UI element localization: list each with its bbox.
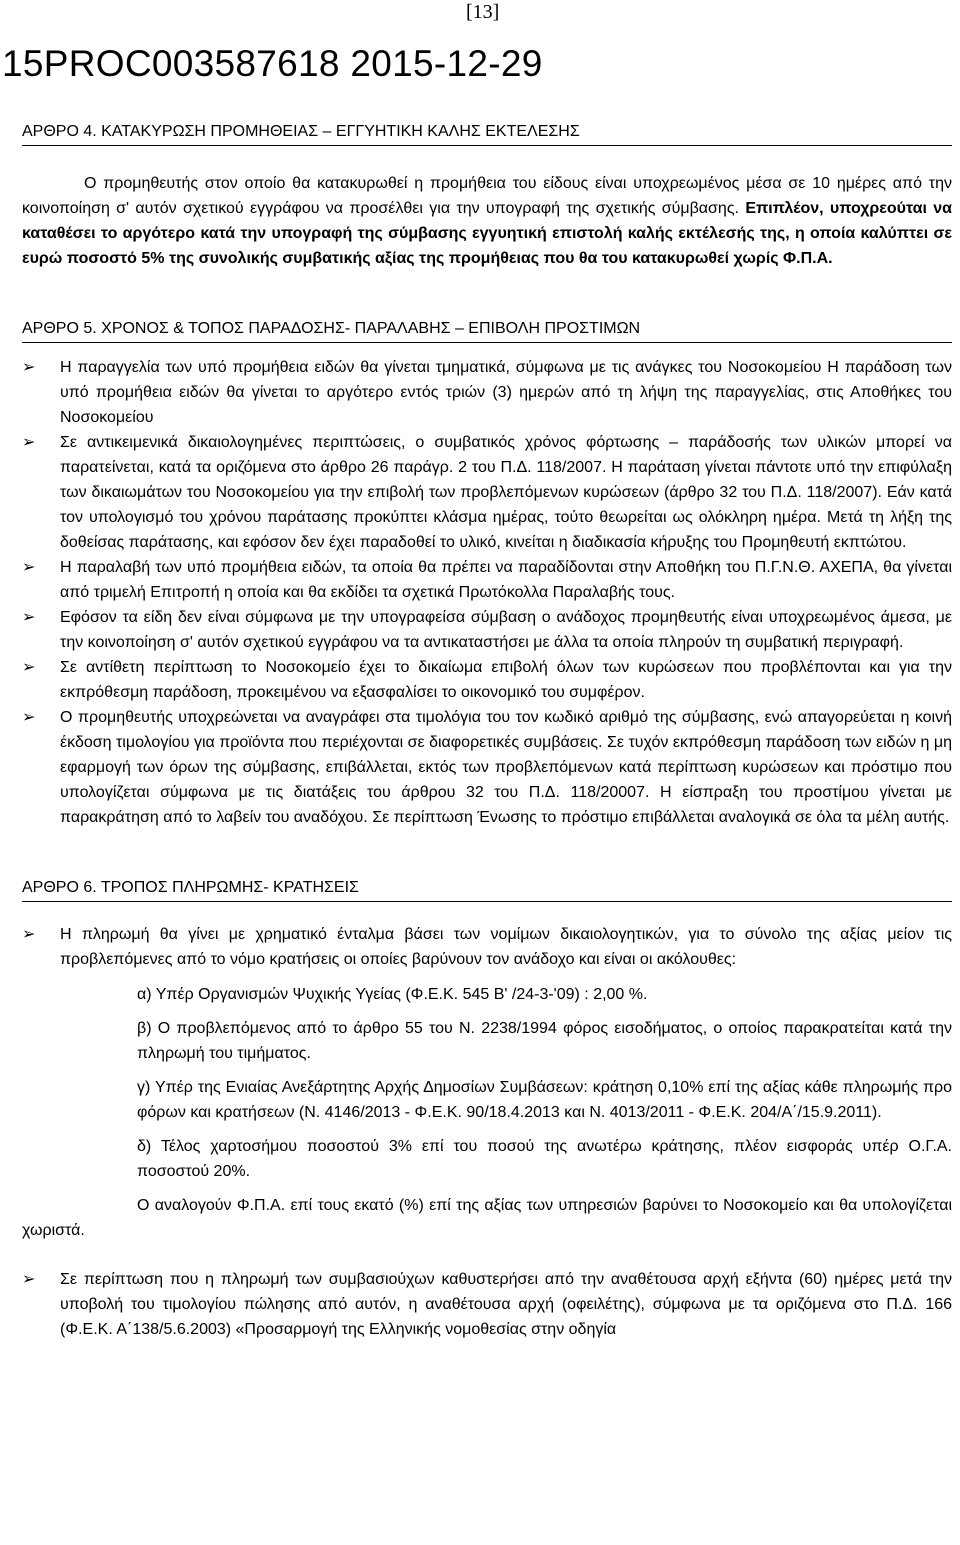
list-item [22, 705, 952, 830]
document-id-watermark: 15PROC003587618 2015-12-29 [2, 43, 543, 84]
list-item [22, 922, 952, 972]
arrow-bullet-icon: ➢ [22, 359, 36, 376]
vat-note [22, 1193, 952, 1243]
arrow-bullet-icon: ➢ [22, 434, 36, 451]
list-item [22, 1267, 952, 1342]
list-item [22, 605, 952, 655]
page-number: [13] [466, 1, 500, 23]
list-item-text: Εφόσον τα είδη δεν είναι σύμφωνα με την υπογραφείσα σύμβαση ο ανάδοχος προμηθευτής είναι υποχρεωμένος άμεσα, με την κοινοποίηση σ' αυτόν σχετικού εγγράφου να τα αντικαταστήσει με άλλα τα οποία πληρούν τη συμβατική περιγραφή. [60, 609, 952, 651]
list-item [22, 555, 952, 605]
article-4-title: ΑΡΘΡΟ 4. ΚΑΤΑΚΥΡΩΣΗ ΠΡΟΜΗΘΕΙΑΣ – ΕΓΓΥΗΤΙΚΗ ΚΑΛΗΣ ΕΚΤΕΛΕΣΗΣ [22, 120, 952, 146]
arrow-bullet-icon: ➢ [22, 659, 36, 676]
deduction-item-a: α) Υπέρ Οργανισμών Ψυχικής Υγείας (Φ.Ε.Κ. 545 Β' /24-3-'09) : 2,00 %. [137, 986, 648, 1003]
list-item [22, 655, 952, 705]
arrow-bullet-icon: ➢ [22, 1271, 36, 1288]
article-5-title: ΑΡΘΡΟ 5. ΧΡΟΝΟΣ & ΤΟΠΟΣ ΠΑΡΑΔΟΣΗΣ- ΠΑΡΑΛΑΒΗΣ – ΕΠΙΒΟΛΗ ΠΡΟΣΤΙΜΩΝ [22, 317, 952, 343]
list-item-text: Ο προμηθευτής υποχρεώνεται να αναγράφει στα τιμολόγια του τον κωδικό αριθμό της σύμβασης, ενώ απαγορεύεται η κοινή έκδοση τιμολογίου για προϊόντα που περιέχονται σε διαφορετικές συμβάσεις. Σε τυχόν εκπρόθεσμη παράδοση των ειδών η μη εφαρμογή των όρων της σύμβασης, επιβάλλεται, εκτός των προβλεπόμενων κατά περίπτωση κυρώσεων και πρόστιμο που υπολογίζεται σύμφωνα με τις διατάξεις του άρθρου 32 του Π.Δ. 118/20007. Η είσπραξη του προστίμου γίνεται με παρακράτηση από το λαβείν του αναδόχου. Σε περίπτωση Ένωσης το πρόστιμο επιβάλλεται αναλογικά σε όλα τα μέλη αυτής. [60, 709, 952, 826]
vat-note-text: Ο αναλογούν Φ.Π.Α. επί τους εκατό (%) επί της αξίας των υπηρεσιών βαρύνει το Νοσοκομείο και θα υπολογίζεται χωριστά. [22, 1197, 952, 1239]
list-item-text: Σε αντίθετη περίπτωση το Νοσοκομείο έχει το δικαίωμα επιβολή όλων των κυρώσεων που προβλέπονται και για την εκπρόθεσμη παράδοση, προκειμένου να εξασφαλίσει το οικονομικό του συμφέρον. [60, 659, 952, 701]
arrow-bullet-icon: ➢ [22, 609, 36, 626]
list-item-text: Σε αντικειμενικά δικαιολογημένες περιπτώσεις, ο συμβατικός χρόνος φόρτωσης – παράδοσής των υλικών μπορεί να παρατείνεται, κατά τα οριζόμενα στο άρθρο 26 παράγρ. 2 του Π.Δ. 118/2007. Η παράταση γίνεται πάντοτε υπό την επιφύλαξη των δικαιωμάτων του Νοσοκομείου για την επιβολή των προβλεπόμενων κυρώσεων (άρθρο 32 του Π.Δ. 118/2007). Εάν κατά τον υπολογισμό του χρόνου παράτασης προκύπτει κλάσμα ημέρας, τούτο θεωρείται ως ολόκληρη ημέρα. Μετά τη λήξη της δοθείσας παράτασης, και εφόσον δεν έχει παραδοθεί το υλικό, κινείται η διαδικασία κήρυξης του Προμηθευτή εκπτώτου. [60, 434, 952, 551]
deduction-item-d: δ) Τέλος χαρτοσήμου ποσοστού 3% επί του ποσού της ανωτέρω κράτησης, πλέον εισφοράς υπέρ Ο.Γ.Α. ποσοστού 20%. [137, 1138, 952, 1180]
article-4-text: Ο προμηθευτής στον οποίο θα κατακυρωθεί η προμήθεια του είδους είναι υποχρεωμένος μέσα σε 10 ημέρες από την κοινοποίηση σ' αυτόν σχετικού εγγράφου να προσέλθει για την υπογραφή της σχετικής σύμβασης. [22, 175, 952, 217]
article-6-title: ΑΡΘΡΟ 6. ΤΡΟΠΟΣ ΠΛΗΡΩΜΗΣ- ΚΡΑΤΗΣΕΙΣ [22, 876, 952, 902]
article-6-list [22, 922, 952, 972]
deduction-item-c: γ) Υπέρ της Ενιαίας Ανεξάρτητης Αρχής Δημοσίων Συμβάσεων: κράτηση 0,10% επί της αξίας κάθε πληρωμής προ φόρων και κρατήσεων (Ν. 4146/2013 - Φ.Ε.Κ. 90/18.4.2013 και Ν. 4013/2011 - Φ.Ε.Κ. 204/Α΄/15.9.2011). [137, 1079, 952, 1121]
list-item-text: Σε περίπτωση που η πληρωμή των συμβασιούχων καθυστερήσει από την αναθέτουσα αρχή εξήντα (60) ημέρες μετά την υποβολή του τιμολογίου πώλησης από αυτόν, η αναθέτουσα αρχή (οφειλέτης), σύμφωνα με τα οριζόμενα στο Π.Δ. 166 (Φ.Ε.Κ. Α΄138/5.6.2003) «Προσαρμογή της Ελληνικής νομοθεσίας στην οδηγία [60, 1271, 952, 1338]
article-4-paragraph [22, 171, 952, 271]
arrow-bullet-icon: ➢ [22, 559, 36, 576]
arrow-bullet-icon: ➢ [22, 709, 36, 726]
list-item [22, 355, 952, 430]
deduction-item-b: β) Ο προβλεπόμενος από το άρθρο 55 του Ν. 2238/1994 φόρος εισοδήματος, ο οποίος παρακρατείται κατά την πληρωμή του τιμήματος. [137, 1020, 952, 1062]
arrow-bullet-icon: ➢ [22, 926, 36, 943]
list-item-text: Η παραγγελία των υπό προμήθεια ειδών θα γίνεται τμηματικά, σύμφωνα με τις ανάγκες του Νοσοκομείου Η παράδοση των υπό προμήθεια ειδών θα γίνεται το αργότερο εντός τριών (3) ημερών από τη λήψη της παραγγελίας, στις Αποθήκες του Νοσοκομείου [60, 359, 952, 426]
list-item-text: Η παραλαβή των υπό προμήθεια ειδών, τα οποία θα πρέπει να παραδίδονται στην Αποθήκη του Π.Γ.Ν.Θ. ΑΧΕΠΑ, θα γίνεται από τριμελή Επιτροπή η οποία και θα εκδίδει τα σχετικά Πρωτόκολλα Παραλαβής τους. [60, 559, 952, 601]
article-6-late-payment-list [22, 1267, 952, 1342]
list-item-text: Η πληρωμή θα γίνει με χρηματικό ένταλμα βάσει των νομίμων δικαιολογητικών, για το σύνολο της αξίας μείον τις προβλεπόμενες από το νόμο κρατήσεις οι οποίες βαρύνουν τον ανάδοχο και είναι οι ακόλουθες: [60, 926, 952, 968]
list-item [22, 430, 952, 555]
article-4-bold-text: Επιπλέον, υποχρεούται να καταθέσει το αργότερο κατά την υπογραφή της σύμβασης εγγυητική επιστολή καλής εκτέλεσής της, η οποία καλύπτει σε ευρώ ποσοστό 5% της συνολικής συμβατικής αξίας της προμήθειας που θα του κατακυρωθεί χωρίς Φ.Π.Α. [22, 200, 952, 267]
article-5-list [22, 355, 952, 830]
document-body [22, 120, 952, 1342]
